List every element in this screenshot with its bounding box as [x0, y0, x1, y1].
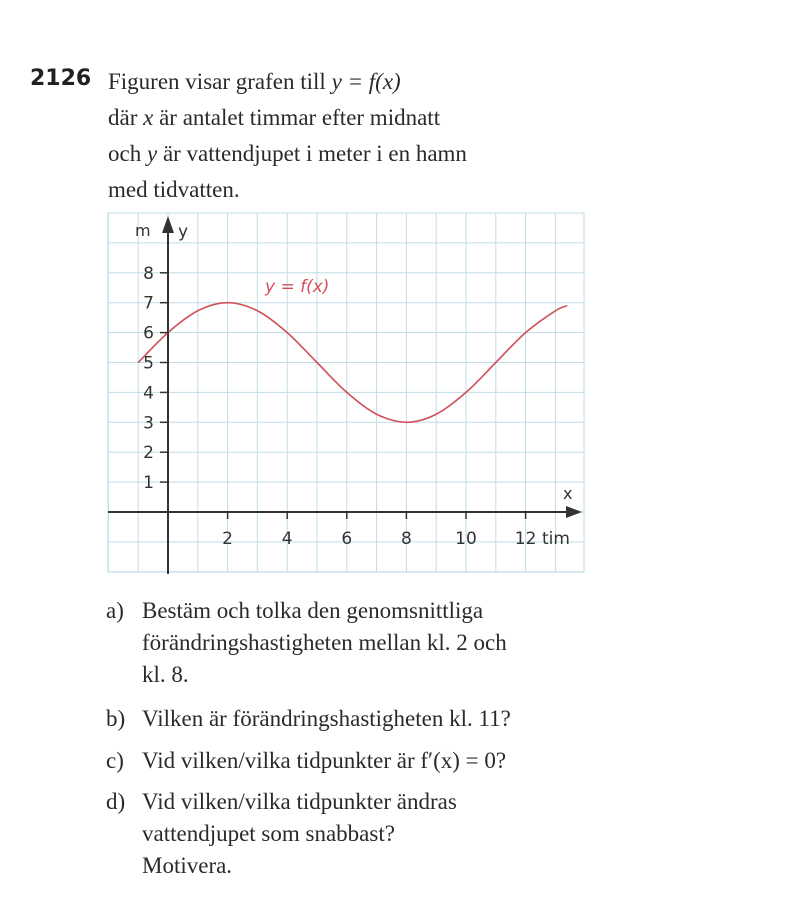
y-tick-label: 3: [143, 413, 154, 434]
axes: [108, 216, 582, 574]
question-text: Vid vilken/vilka tidpunkter ändras: [142, 789, 457, 814]
question-text: Vid vilken/vilka tidpunkter är f′(x) = 0?: [142, 748, 507, 773]
y-tick-label: 1: [143, 473, 154, 494]
intro-text: där: [108, 105, 144, 130]
question-c: [106, 745, 506, 777]
intro-math: y: [146, 141, 158, 166]
question-text: Vilken är förändringshastigheten kl. 11?: [142, 706, 511, 731]
y-tick-label: 4: [143, 383, 154, 404]
question-b: [106, 703, 511, 735]
question-text: Motivera.: [142, 853, 233, 878]
x-tick-label: 12: [514, 529, 537, 549]
question-text: Bestäm och tolka den genomsnittliga: [142, 598, 484, 623]
x-tick-label: 10: [455, 529, 477, 549]
x-tick-label: 4: [281, 529, 293, 549]
x-axis-arrow-icon: [566, 506, 582, 518]
x-ticks: [222, 511, 536, 549]
problem-number: 2126: [30, 66, 92, 91]
x-unit-label: tim: [542, 529, 570, 549]
intro-text: är vattendjupet i meter i en hamn: [157, 141, 467, 166]
question-label: a): [106, 598, 124, 623]
y-tick-label: 8: [143, 263, 154, 284]
question-text: vattendjupet som snabbast?: [142, 821, 395, 846]
intro-math: y = f(x): [331, 69, 401, 94]
x-tick-label: 8: [400, 529, 412, 549]
question-label: d): [106, 789, 126, 814]
y-unit-label: m: [135, 221, 151, 240]
y-tick-label: 2: [143, 443, 154, 464]
question-text: förändringshastigheten mellan kl. 2 och: [142, 630, 507, 655]
curve-label: y = f(x): [265, 277, 330, 297]
intro-text: Figuren visar grafen till: [108, 69, 332, 94]
y-axis-arrow-icon: [162, 216, 174, 233]
y-tick-label: 6: [143, 323, 154, 344]
intro-text: och: [108, 141, 147, 166]
y-tick-label: 5: [143, 353, 154, 374]
question-label: b): [106, 706, 126, 731]
intro-text: är antalet timmar efter midnatt: [153, 105, 441, 130]
question-d: [106, 786, 457, 882]
question-a: [106, 595, 507, 691]
x-axis-label: x: [563, 484, 573, 503]
x-tick-label: 2: [222, 529, 234, 549]
x-tick-label: 6: [341, 529, 353, 549]
question-label: c): [106, 748, 124, 773]
question-text: kl. 8.: [142, 662, 189, 687]
y-axis-label: y: [178, 222, 189, 242]
intro-text: med tidvatten.: [108, 177, 240, 202]
intro-math: x: [143, 105, 154, 130]
y-ticks: [143, 264, 169, 493]
y-tick-label: 7: [143, 293, 154, 314]
